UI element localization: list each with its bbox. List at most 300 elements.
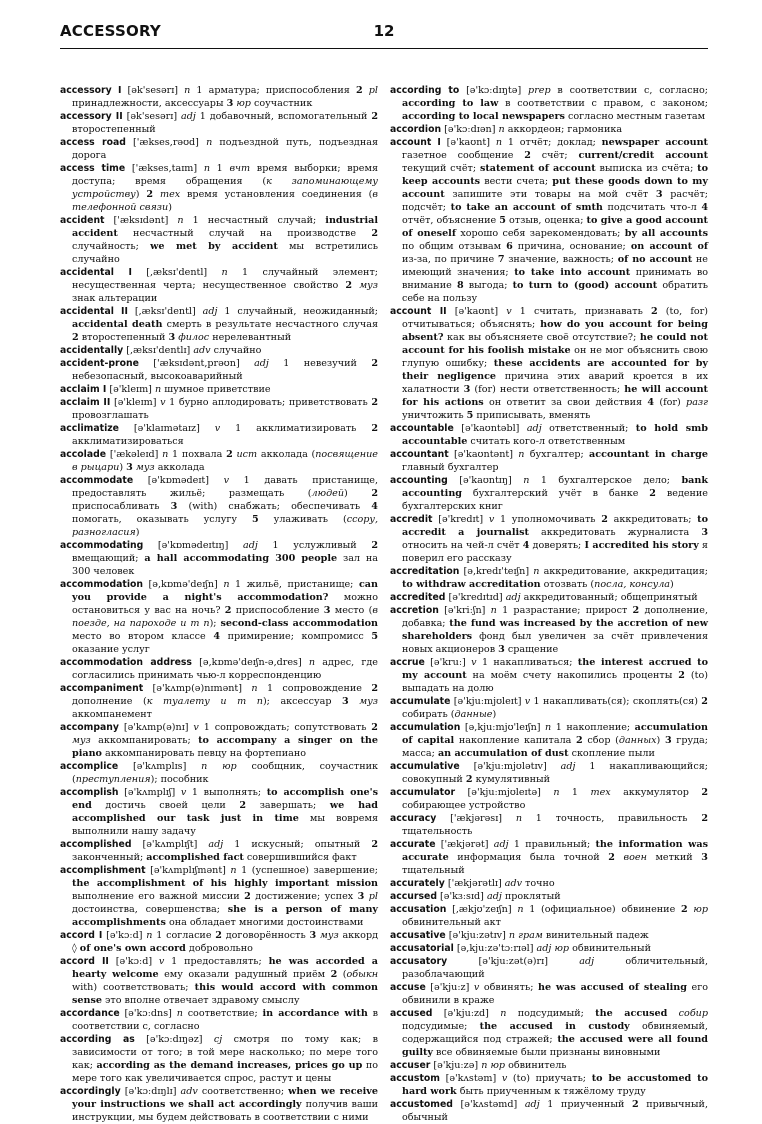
bold-example: to take an account of smth (450, 202, 603, 213)
italic-label: n (308, 657, 316, 668)
text: аккомпанировать; (90, 735, 199, 746)
italic-label: n (230, 865, 237, 876)
dictionary-entry (390, 955, 708, 981)
text: 1 считать, признавать (511, 306, 651, 317)
italic-label: филос (178, 332, 210, 343)
italic-label: разг (686, 397, 708, 408)
text: кумулятивный (472, 774, 551, 785)
text: [ə'kʌstəm] (439, 1073, 502, 1084)
italic-label: юр (693, 904, 708, 915)
text: обвинять; (479, 982, 538, 993)
text (667, 1008, 678, 1019)
text: можно остановиться у вас на ночь? (72, 592, 378, 616)
bold-example: 2 (371, 423, 378, 434)
text (349, 696, 360, 707)
dictionary-entry (390, 695, 708, 721)
text: [ə'kɜːsɪd] (437, 891, 487, 902)
text: 1 (официальное) обвинение (523, 904, 681, 915)
text: по мере того как увеличивается спрос, растут и цены (72, 1060, 378, 1084)
text: шумное приветствие (161, 384, 271, 395)
bold-example: 2 (680, 904, 688, 915)
text: 1 похвала (168, 449, 227, 460)
headword: accusation (390, 904, 447, 915)
bold-example: 2 (244, 891, 251, 902)
text: она обладает многими достоинствами (165, 917, 364, 928)
text: 1 несчастный случай; (183, 215, 326, 226)
italic-label: v (180, 787, 187, 798)
dictionary-entry (60, 656, 378, 682)
dictionary-entry (390, 786, 708, 812)
text: 1 случайный, неожиданный; (217, 306, 378, 317)
text: аккомпанировать певцу на фортепиано (101, 748, 307, 759)
text: аккредитование, аккредитация; (539, 566, 708, 577)
headword: accommodating (60, 540, 144, 551)
dictionary-entry (60, 110, 378, 136)
italic-label: юр (222, 761, 237, 772)
text: аккумулятор (610, 787, 702, 798)
text: ); (209, 618, 221, 629)
text: ответственный; (541, 423, 636, 434)
dictionary-entry (60, 357, 378, 383)
text: совершившийся факт (243, 852, 357, 863)
dictionary-entry (390, 565, 708, 591)
headword: accumulator (390, 787, 456, 798)
text: случайность; (72, 241, 151, 252)
text: [ə'kredɪt] (432, 514, 489, 525)
text: [ə'kɔːd] (108, 956, 159, 967)
text: обратить себе на пользу (402, 280, 708, 304)
bold-example: 5 (371, 631, 378, 642)
italic-label: adj (493, 839, 509, 850)
bold-example: 4 (701, 202, 708, 213)
text: причина, основание; (512, 241, 631, 252)
bold-example: 2 (371, 228, 378, 239)
bold-example: 3 (498, 644, 505, 655)
bold-example: 3 (309, 930, 317, 941)
bold-example: 2 (701, 696, 708, 707)
italic-label: к туалету и т п (146, 696, 263, 707)
text: привычный, обычный (402, 1099, 708, 1123)
headword: according to (390, 85, 460, 96)
italic-label: v (473, 982, 480, 993)
italic-label: adj (536, 943, 552, 954)
headword: accordingly (60, 1086, 121, 1097)
bold-example: to take into account (514, 267, 631, 278)
text: обвинитель (505, 1060, 567, 1071)
text: обвинительный (569, 943, 651, 954)
bold-example: 2 (345, 280, 353, 291)
bold-example: we had accomplished our task just in time (72, 800, 378, 824)
italic-label: ист (236, 449, 258, 460)
text: выгода; (463, 280, 513, 291)
bold-example: he was accorded a hearty welcome (72, 956, 379, 980)
text: получив ваши инструкции, мы будем действовать в соответствии с ними (72, 1099, 378, 1123)
text: он не мог объяснить свою глупую ошибку; (402, 345, 708, 369)
text: достичь своей цели (91, 800, 240, 811)
text: [ə'kjuːz] (425, 982, 474, 993)
text: уничтожить (402, 410, 467, 421)
italic-label: adj (579, 956, 595, 967)
bold-example: 2 (650, 306, 658, 317)
text: собирать ( (402, 709, 455, 720)
text: смотря по тому как; в зависимости от того; в той мере насколько; по мере того как; (72, 1034, 378, 1071)
text: with) соответствовать; (72, 982, 195, 993)
text: [ə'kɔːdɪŋlɪ] (120, 1086, 181, 1097)
bold-example: 2 (371, 540, 378, 551)
text: 1 бурно аплодировать; приветствовать (165, 397, 372, 408)
dictionary-entry (390, 942, 708, 955)
bold-example: accidental death (72, 319, 163, 330)
text: приспосабливать (72, 501, 171, 512)
italic-label: данных (618, 735, 657, 746)
bold-example: 2 (146, 189, 154, 200)
bold-example: 3 (701, 527, 708, 538)
headword: accommodation (60, 579, 144, 590)
bold-example: 4 (213, 631, 221, 642)
italic-label: n (201, 761, 208, 772)
italic-label: adj (524, 1099, 540, 1110)
dictionary-entry (60, 344, 378, 357)
bold-example: put these goods down to my account (402, 176, 708, 200)
text: несчастный случай на производстве (117, 228, 372, 239)
bold-example: to keep accounts (402, 163, 708, 187)
text: в соответствии с правом, с законом; (498, 98, 708, 109)
bold-example: to give a good account of oneself (402, 215, 708, 239)
headword: accompaniment (60, 683, 144, 694)
italic-label: воен (623, 852, 647, 863)
text: место во втором классе (72, 631, 214, 642)
text: зал на 300 человек (72, 553, 379, 577)
text: 1 согласие (152, 930, 216, 941)
text: газетное сообщение (402, 150, 525, 161)
dictionary-entry (390, 877, 708, 890)
bold-example: 2 (524, 150, 531, 161)
text: [ə'kjuːmjʊleɪt] (450, 696, 525, 707)
dictionary-entry (60, 84, 378, 110)
text: [ə,kjuːmjʊ'leɪʃn] (460, 722, 546, 733)
italic-label: adv (193, 345, 211, 356)
text: подсудимый; (506, 1008, 596, 1019)
text: ) (656, 735, 665, 746)
italic-label: данные (454, 709, 493, 720)
bold-example: 3 (463, 384, 471, 395)
text: подъездной путь, подъездная дорога (72, 137, 379, 161)
text: [ə'kʌmplɪs] (118, 761, 202, 772)
bold-example: current/credit account (578, 150, 708, 161)
dictionary-entry (390, 890, 708, 903)
text: [ə'kjuːzətɪv] (445, 930, 509, 941)
italic-label: adj (208, 839, 224, 850)
text: ) (670, 579, 674, 590)
text: [ə'kaʊnt] (440, 137, 496, 148)
italic-label: юр (236, 98, 251, 109)
dictionary-entry (390, 474, 708, 513)
bold-example: 5 (466, 410, 474, 421)
text: место ( (330, 605, 373, 616)
dictionary-entry (390, 84, 708, 123)
text: помогать, оказывать услугу (72, 514, 253, 525)
text: ему оказали радушный приём (158, 969, 331, 980)
bold-example: 2 (72, 332, 79, 343)
text: аккредитовать журналиста (528, 527, 702, 538)
bold-example: a hall accommodating 300 people (144, 553, 338, 564)
bold-example: by all accounts (624, 228, 708, 239)
text: ) (119, 462, 127, 473)
text: обвинительный акт (402, 917, 501, 928)
bold-example: 3 (323, 605, 331, 616)
headword: accredited (390, 592, 446, 603)
text: [ə,kɒmə'deɪʃn] (143, 579, 224, 590)
italic-label: n (177, 215, 184, 226)
text: подсудимые; (402, 1021, 480, 1032)
italic-label: prep (528, 85, 551, 96)
dictionary-entry (390, 1059, 708, 1072)
bold-example: in accordance with (262, 1008, 368, 1019)
italic-label: n (162, 449, 169, 460)
bold-example: 2 (649, 488, 656, 499)
text: ( (337, 969, 347, 980)
bold-example: can you provide a night's accommodation? (72, 579, 378, 603)
text: (to, for) отчитываться; объяснять; (402, 306, 708, 330)
bold-example: 3 (170, 501, 178, 512)
dictionary-entry (60, 786, 378, 838)
dictionary-entry (390, 1007, 708, 1059)
italic-label: v (193, 722, 199, 733)
italic-label: v (524, 696, 531, 707)
bold-example: 2 (355, 85, 363, 96)
text: 1 накапливающийся; совокупный (402, 761, 708, 785)
bold-example: 2 (224, 605, 232, 616)
text: 1 (210, 163, 230, 174)
dictionary-entry (390, 1098, 708, 1124)
bold-example: she is a person of many accomplishments (72, 904, 378, 928)
text: ['ækjərətlɪ] (444, 878, 505, 889)
bold-example: to turn to (good) account (512, 280, 658, 291)
italic-label: муз (135, 462, 155, 473)
text: ); пособник (150, 774, 209, 785)
text: счёт; (530, 150, 579, 161)
bold-example: the interest accrued to my account (402, 657, 708, 681)
text: договорённость (221, 930, 310, 941)
italic-label: v (158, 956, 165, 967)
italic-label: муз (359, 696, 379, 707)
text: (for) нести ответственность; (470, 384, 625, 395)
text: аккредитованный; общепринятый (520, 592, 698, 603)
italic-label: v (160, 397, 166, 408)
headword: accrue (390, 657, 425, 668)
headword: acclaim I (60, 384, 107, 395)
dictionary-entry (390, 136, 708, 305)
text: [ə'kʌmplɪʃmənt] (145, 865, 231, 876)
bold-example: newspaper account (601, 137, 708, 148)
text: 1 случайный элемент; несущественная черта; несущественное свойство (72, 267, 378, 291)
headword: accumulation (390, 722, 461, 733)
headword: accomplish (60, 787, 119, 798)
text: считать кого-л ответственным (467, 436, 626, 447)
italic-label: adj (486, 891, 502, 902)
text: доверять; (529, 540, 585, 551)
bold-example: 2 (701, 787, 709, 798)
headword: accusatorial (390, 943, 454, 954)
headword: accord I (60, 930, 103, 941)
headword: accompany (60, 722, 119, 733)
text: запишите эти товары на мой счёт (444, 189, 656, 200)
text (207, 761, 222, 772)
text: принадлежности, аксессуары (72, 98, 227, 109)
text: 1 сопровождать; сопутствовать (198, 722, 372, 733)
headword: accidental I (60, 267, 132, 278)
italic-label: n (508, 930, 516, 941)
text: дополнение ( (72, 696, 147, 707)
headword: accountable (390, 423, 454, 434)
italic-label: n (515, 813, 522, 824)
headword: accused (390, 1008, 433, 1019)
text: [ə'kʌmp(ə)nɪ] (118, 722, 194, 733)
bold-example: the accomplishment of his highly important mission (72, 878, 378, 889)
headword: accomplished (60, 839, 132, 850)
text: акколада ( (257, 449, 316, 460)
italic-label: cj (213, 1034, 223, 1045)
bold-example: I accredited his story (584, 540, 699, 551)
bold-example: when we receive your instructions we shall act accordingly (72, 1086, 378, 1110)
dictionary-entry (60, 474, 378, 539)
bold-example: how do you account for being absent? (402, 319, 708, 343)
text: он ответит за свои действия (483, 397, 648, 408)
dictionary-entry (390, 448, 708, 474)
text: достоинства, совершенства; (72, 904, 228, 915)
text: время выборки; время доступа; время обращения ( (72, 163, 378, 187)
text: случайно (210, 345, 262, 356)
dictionary-entry (390, 903, 708, 929)
dictionary-entry (60, 955, 378, 1007)
italic-label: в телефонной связи (72, 189, 378, 213)
bold-example: to accompany a singer on the piano (72, 735, 378, 759)
italic-label: n (251, 683, 258, 694)
headword: accumulative (390, 761, 460, 772)
dictionary-entry (60, 396, 378, 422)
text: 1 добавочный, вспомогательный (195, 111, 372, 122)
text: накопление капитала (454, 735, 577, 746)
text: 1 уполномочивать (494, 514, 602, 525)
bold-example: 2 (371, 722, 378, 733)
text: сращение (504, 644, 559, 655)
text: примирение; компромисс (220, 631, 372, 642)
text: улаживать ( (258, 514, 347, 525)
italic-label: adv (504, 878, 523, 889)
text: [ə,kjuːzə'tɔːrɪəl] (453, 943, 537, 954)
text: [ə'kʌmplɪʃ] (118, 787, 181, 798)
bold-example: 2 (371, 397, 378, 408)
dictionary-entry (60, 682, 378, 721)
text: расчёт; подсчёт; (402, 189, 709, 213)
text: на моём счету накопились проценты (466, 670, 679, 681)
headword: accurately (390, 878, 445, 889)
dictionary-entry (60, 305, 378, 344)
text: смерть в результате несчастного случая (162, 319, 379, 330)
italic-label: вчт (229, 163, 251, 174)
text: 1 выполнять; (186, 787, 267, 798)
text: (to) приучать; (507, 1073, 592, 1084)
bold-example: on account of (630, 241, 709, 252)
text: все обвиняемые были признаны виновными (432, 1047, 661, 1058)
italic-label: n (223, 579, 230, 590)
italic-label: adj (526, 423, 542, 434)
bold-example: 2 (631, 1099, 639, 1110)
headword: accountant (390, 449, 449, 460)
bold-example: 3 (226, 98, 234, 109)
text: аккорд ◊ (72, 930, 378, 954)
italic-label: v (506, 306, 512, 317)
text: [ə'kriːʃn] (438, 605, 491, 616)
text: текущий счёт; (402, 163, 480, 174)
text: 1 услужливый (257, 540, 372, 551)
text: второстепенный (78, 332, 169, 343)
text: [ə'kaʊntəbl] (453, 423, 527, 434)
text: его обвинили в краже (402, 982, 709, 1006)
italic-label: v (501, 1073, 508, 1084)
text: провозглашать (72, 410, 149, 421)
text: собирающее устройство (402, 800, 526, 811)
text: [ə'kʌstəmd] (452, 1099, 525, 1110)
text: 1 разрастание; прирост (496, 605, 633, 616)
bold-example: 2 (371, 358, 378, 369)
bold-example: 3 (664, 735, 672, 746)
bold-example: according to law (402, 98, 499, 109)
headword: according as (60, 1034, 135, 1045)
bold-example: industrial accident (72, 215, 378, 239)
headword: accusative (390, 930, 446, 941)
text: бухгалтер; (524, 449, 590, 460)
text: подсчитать что-л (602, 202, 702, 213)
bold-example: 3 (342, 696, 349, 707)
headword: accuser (390, 1060, 431, 1071)
dictionary-entry (390, 1072, 708, 1098)
text: [ə'kjuːzət(ə)rɪ] (447, 956, 580, 967)
italic-label: грам (518, 930, 543, 941)
dictionary-entry (390, 929, 708, 942)
text: законченный; (72, 852, 147, 863)
text: в соответствии с, согласно (72, 1008, 379, 1032)
text: в соответствии с, согласно; (550, 85, 708, 96)
text: ['ækses,rəʊd] (125, 137, 207, 148)
italic-label: n (517, 904, 524, 915)
dictionary-entry (60, 1085, 378, 1124)
headword: accursed (390, 891, 437, 902)
text: 1 (559, 787, 591, 798)
dictionary-entry (60, 214, 378, 266)
italic-label: n (221, 267, 228, 278)
text: [ə'kruː] (424, 657, 472, 668)
italic-label: юр (490, 1060, 506, 1071)
bold-example: 5 (252, 514, 259, 525)
bold-example: 2 (608, 852, 615, 863)
text: [ə'kɒmədeɪtɪŋ] (143, 540, 244, 551)
dictionary-entry (60, 721, 378, 760)
bold-example: these accidents are accounted for by their negligence (402, 358, 709, 382)
bold-example: 8 (456, 280, 464, 291)
text: небезопасный, высокоаварийный (72, 371, 243, 382)
text: [ə'kɔːdns] (119, 1008, 177, 1019)
text: [ə'kjuːzə] (430, 1060, 482, 1071)
italic-label: в поезде, на пароходе и т п (72, 605, 378, 629)
italic-label: pl (368, 891, 378, 902)
text: соответственно; (197, 1086, 289, 1097)
text: [ə'kɔːdɪŋəz] (134, 1034, 214, 1045)
italic-label: n (553, 787, 560, 798)
text: [ə'kʌmplɪʃt] (131, 839, 209, 850)
text (615, 852, 624, 863)
dictionary-entry (60, 136, 378, 162)
